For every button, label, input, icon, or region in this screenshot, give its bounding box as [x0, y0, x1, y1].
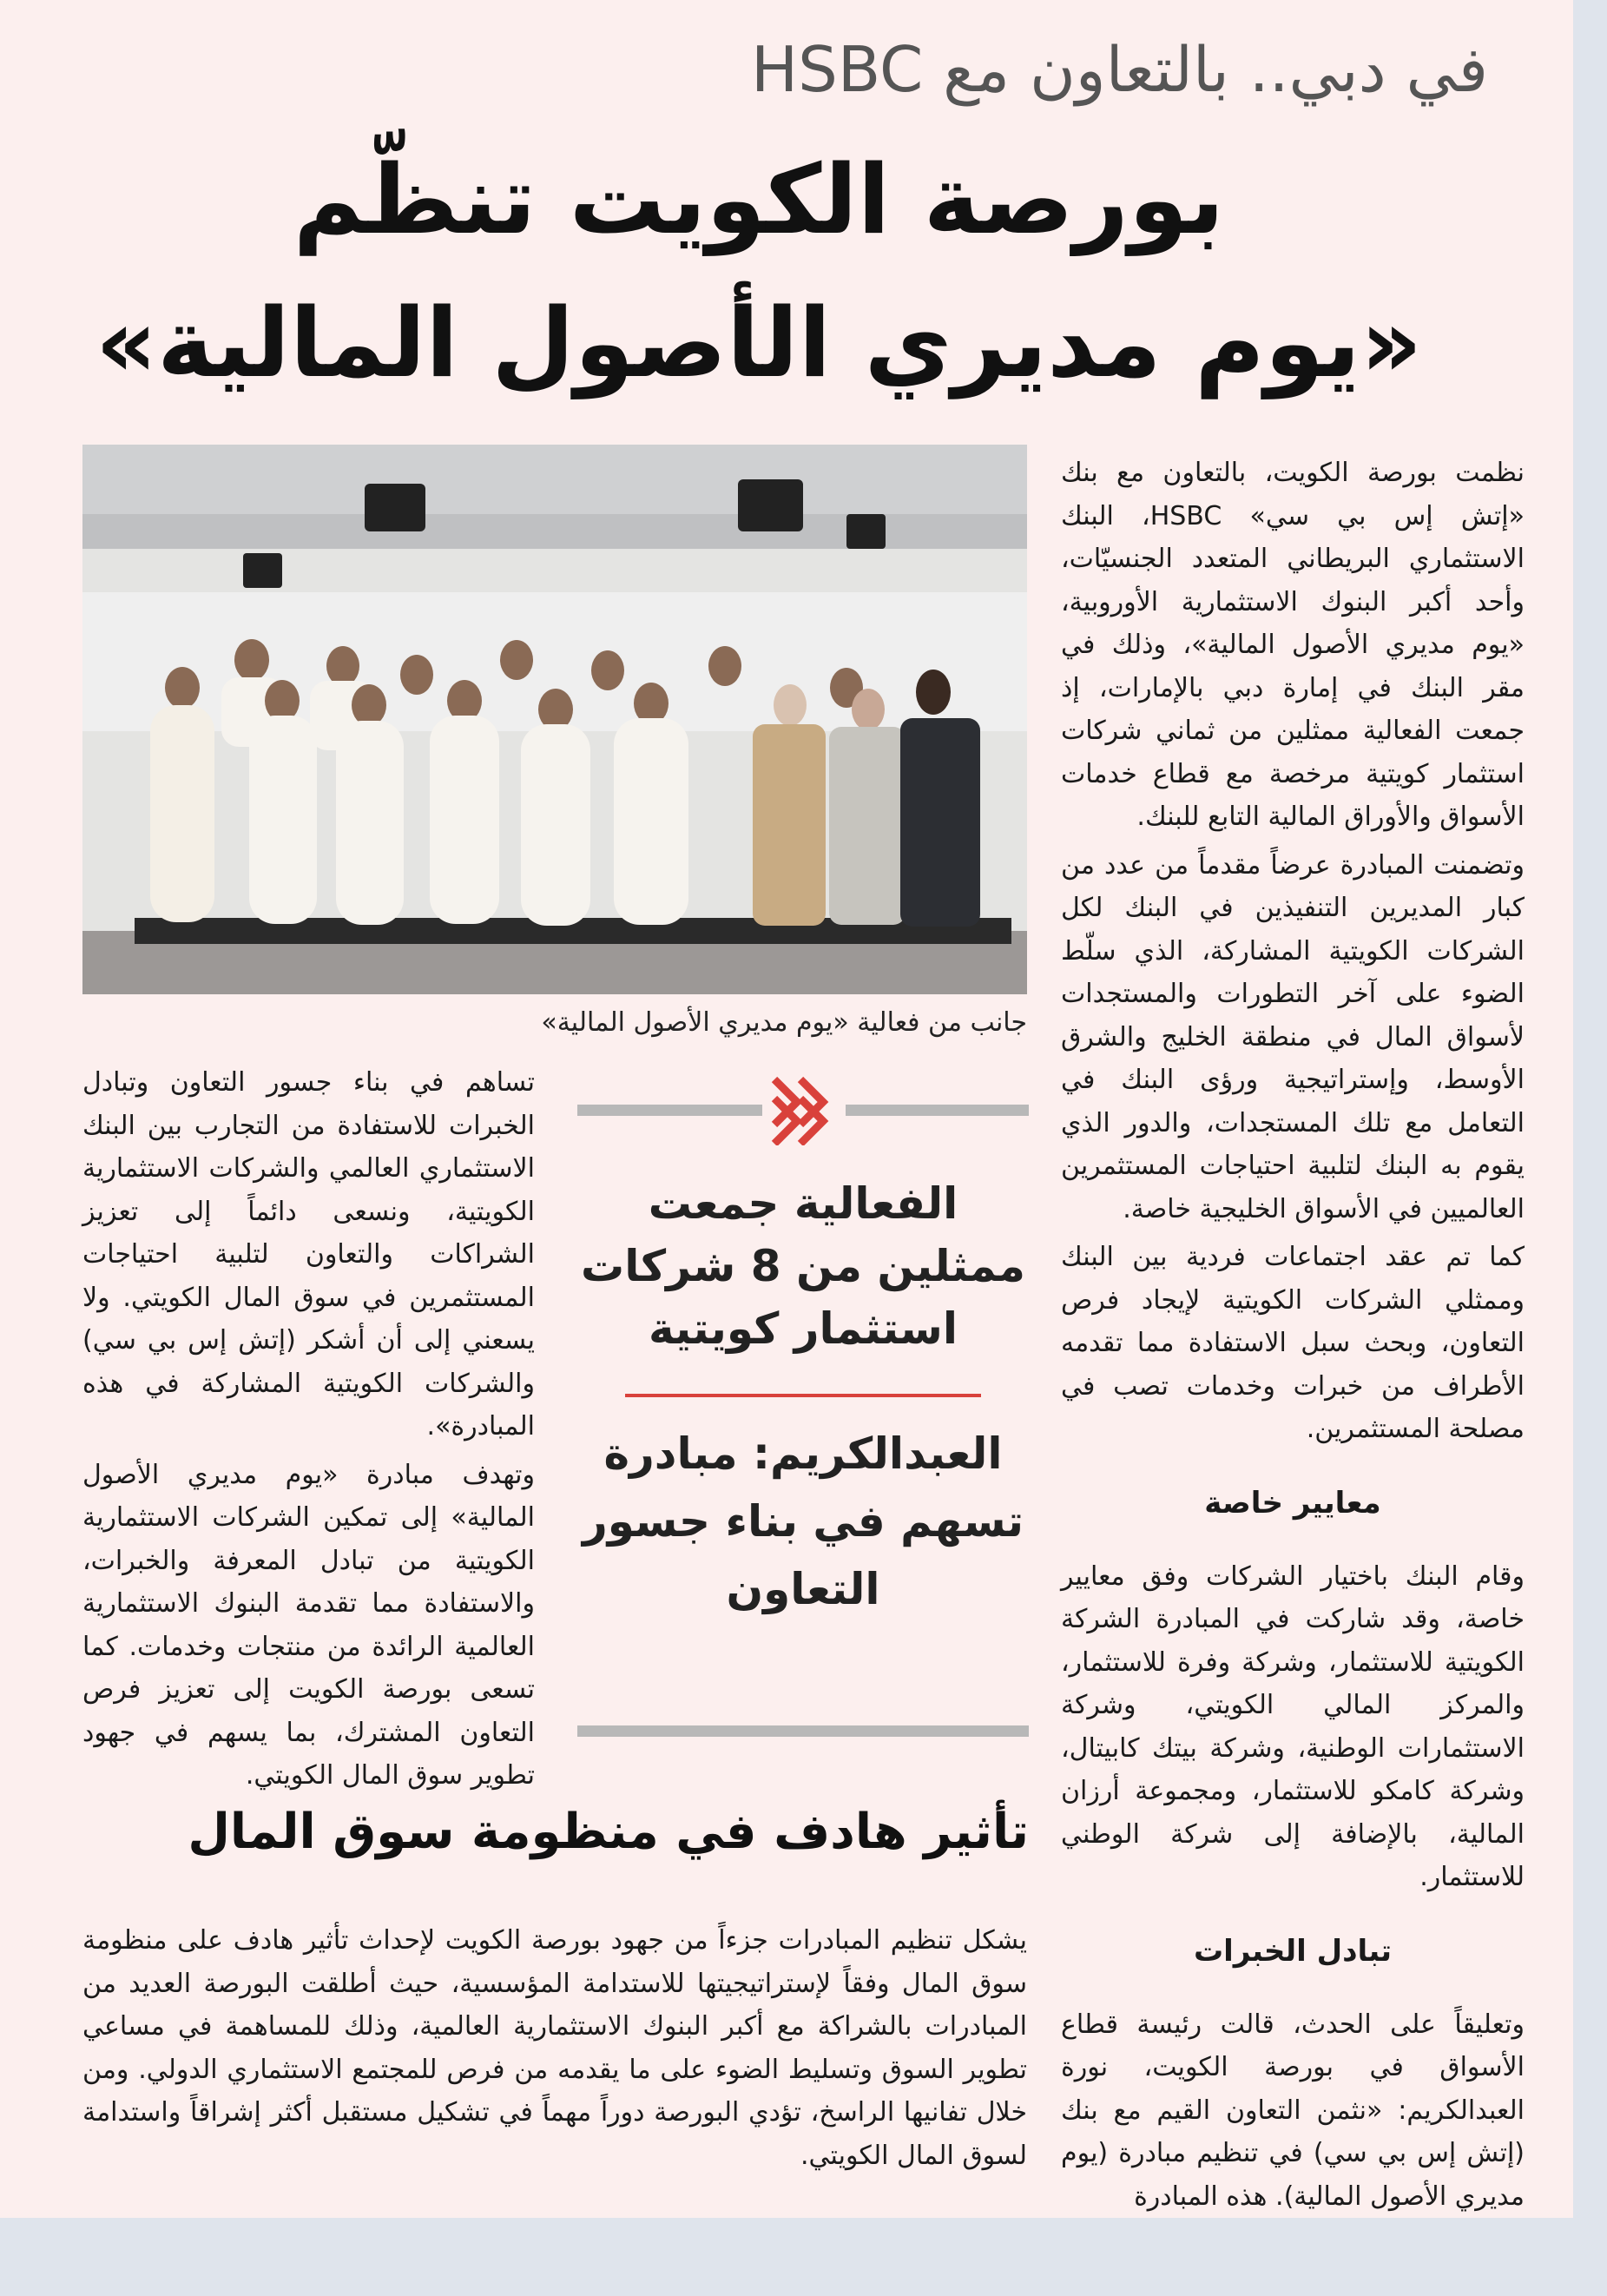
event-photo	[82, 445, 1027, 994]
headline-line-2: «يوم مديري الأصول المالية»	[95, 287, 1423, 399]
group-photo-illustration	[82, 445, 1027, 994]
section-title: تأثير هادف في منظومة سوق المال	[188, 1804, 1029, 1860]
paragraph: وتهدف مبادرة «يوم مديري الأصول المالية» إلى تمكين الشركات الاستثمارية الكويتية من تبادل المعرفة والخبرات، والاستفادة مما تقدمة البنوك الاستثمارية العالمية الرائدة من منتجات وخدمات. كما تسعى بورصة الكويت إلى تعزيز فرص التعاون المشترك، بما يسهم في جهود تطوير سوق المال الكويتي.	[82, 1459, 535, 1791]
pull-quote-2: العبدالكريم: مبادرة تسهم في بناء جسور التعاون	[583, 1428, 1024, 1614]
paragraph: تساهم في بناء جسور التعاون وتبادل الخبرات للاستفادة من التجارب بين البنك الاستثماري العالمي والشركات الاستثمارية الكويتية، ونسعى دائماً إلى تعزيز الشراكات والتعاون لتلبية احتياجات المستثمرين في سوق المال الكويتي. ولا يسعني إلى أن أشكر (إتش إس بي سي) والشركات الكويتية المشاركة في هذه المبادرة».	[82, 1067, 535, 1442]
paragraph: يشكل تنظيم المبادرات جزءاً من جهود بورصة الكويت لإحداث تأثير هادف على منظومة سوق المال وفقاً لإستراتيجيتها للاستدامة المؤسسية، حيث أطلقت البورصة العديد من المبادرات بالشراكة مع أكبر البنوك الاستثمارية العالمية، وذلك للمساهمة في مساعي تطوير السوق وتسليط الضوء على ما يقدمه من فرص للمجتمع الاستثماري الدولي. ومن خلال تفانيها الراسخ، تؤدي البورصة دوراً مهماً في تشكيل مستقبل أكثر إشراقاً واستدامة لسوق المال الكويتي.	[82, 1925, 1027, 2171]
paragraph: وتعليقاً على الحدث، قالت رئيسة قطاع الأسواق في بورصة الكويت، نورة العبدالكريم: «نثمن التعاون القيم مع بنك (إتش إس بي سي) في تنظيم مبادرة (يوم مديري الأصول المالية). هذه المبادرة	[1061, 2009, 1525, 2212]
double-chevron-icon	[762, 1072, 846, 1145]
bottom-column	[82, 1919, 1027, 2182]
left-column	[82, 1061, 535, 1803]
subheading-experience-exchange: تبادل الخبرات	[1194, 1933, 1392, 1969]
divider-rule	[577, 1725, 1029, 1737]
photo-caption: جانب من فعالية «يوم مديري الأصول المالية»	[541, 1007, 1027, 1038]
paragraph: وتضمنت المبادرة عرضاً مقدماً من عدد من كبار المديرين التنفيذين في البنك لكل الشركات الكويتية المشاركة، الذي سلّط الضوء على آخر التطورات والمستجدات لأسواق المال في منطقة الخليج والشرق الأوسط، وإستراتيجية ورؤى البنك في التعامل مع تلك المستجدات، والدور الذي يقوم به البنك لتلبية احتياجات المستثمرين العالميين في الأسواق الخليجية خاصة.	[1061, 849, 1525, 1224]
headline-line-1: بورصة الكويت تنظّم	[293, 144, 1225, 255]
subheading-special-criteria: معايير خاصة	[1204, 1485, 1381, 1521]
right-column	[1061, 452, 1525, 2223]
kicker: في دبي.. بالتعاون مع HSBC	[751, 33, 1488, 106]
red-divider	[625, 1394, 981, 1397]
paragraph: نظمت بورصة الكويت، بالتعاون مع بنك «إتش إس بي سي» HSBC، البنك الاستثماري البريطاني المتعدد الجنسيّات، وأحد أكبر البنوك الاستثمارية الأوروبية، «يوم مديري الأصول المالية»، وذلك في مقر البنك في إمارة دبي بالإمارات، إذ جمعت الفعالية ممثلين من ثماني شركات استثمار كويتية مرخصة مع قطاع خدمات الأسواق والأوراق المالية التابع للبنك.	[1061, 458, 1525, 832]
paragraph: وقام البنك باختيار الشركات وفق معايير خاصة، وقد شاركت في المبادرة الشركة الكويتية للاستثمار، وشركة وفرة للاستثمار، والمركز المالي الكويتي، وشركة الاستثمارات الوطنية، وشركة بيتك كابيتال، وشركة كامكو للاستثمار، ومجموعة أرزان المالية، بالإضافة إلى شركة الوطني للاستثمار.	[1061, 1560, 1525, 1892]
paragraph: كما تم عقد اجتماعات فردية بين البنك وممثلي الشركات الكويتية لإيجاد فرص التعاون، وبحث سبل الاستفادة مما تقدمه الأطراف من خبرات وخدمات تصب في مصلحة المستثمرين.	[1061, 1242, 1525, 1444]
pull-quote-1: الفعالية جمعت ممثلين من 8 شركات استثمار كويتية	[580, 1178, 1026, 1354]
pull-quote-box	[577, 1064, 1029, 1758]
